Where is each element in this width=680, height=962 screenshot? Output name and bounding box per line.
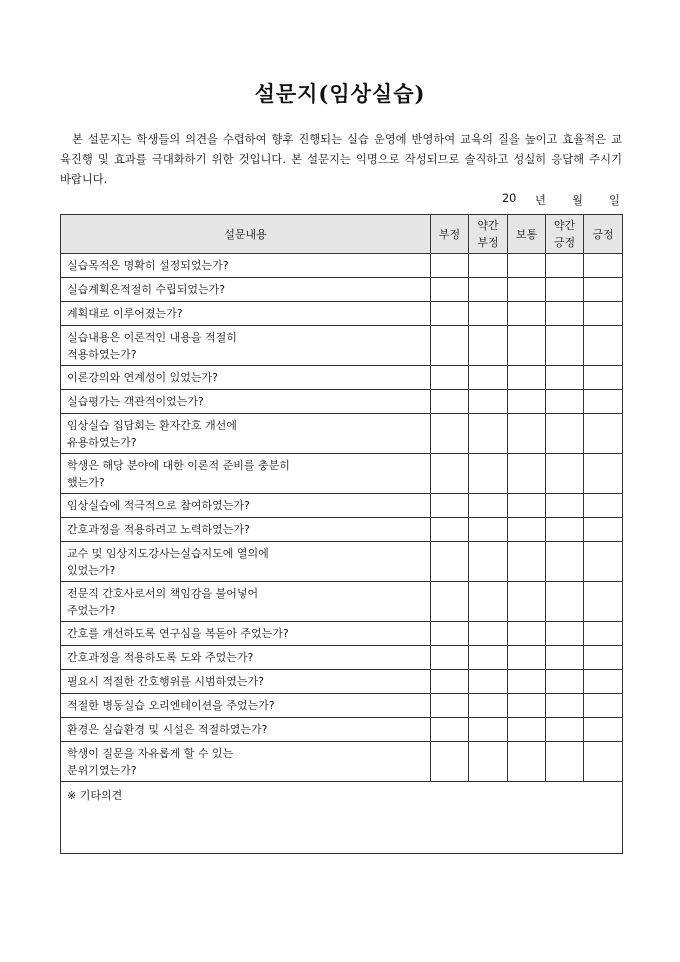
rating-cell-neutral[interactable] [508,646,546,670]
rating-cell-somewhat-positive[interactable] [546,366,584,390]
rating-cell-negative[interactable] [431,326,469,366]
question-text [61,494,431,518]
question-line: 임상실습에 적극적으로 참여하였는가? [67,499,250,512]
question-line: 이론강의와 연계성이 있었는가? [67,371,218,384]
question-line: 실습계획은적절히 수립되었는가? [67,283,226,296]
rating-cell-somewhat-positive[interactable] [546,670,584,694]
header-neutral: 보통 [508,215,546,254]
question-text [61,414,431,454]
rating-cell-positive[interactable] [584,718,623,742]
question-line: 계획대로 이루어졌는가? [67,307,183,320]
header-row [61,215,623,254]
rating-cell-somewhat-positive[interactable] [546,718,584,742]
question-text [61,670,431,694]
rating-cell-negative[interactable] [431,718,469,742]
rating-cell-somewhat-negative[interactable] [469,366,508,390]
rating-cell-somewhat-negative[interactable] [469,326,508,366]
question-text [61,390,431,414]
rating-cell-neutral[interactable] [508,414,546,454]
question-row [61,454,623,494]
question-line: 간호과정을 적용하도록 도와 주었는가? [67,651,254,664]
question-text [61,646,431,670]
rating-cell-positive[interactable] [584,742,623,782]
rating-cell-neutral[interactable] [508,326,546,366]
question-text [61,742,431,782]
question-line-continued: 했는가? [67,475,105,489]
question-text [61,582,431,622]
rating-cell-neutral[interactable] [508,518,546,542]
rating-cell-somewhat-negative[interactable] [469,670,508,694]
question-line-continued: 적용하였는가? [67,347,137,361]
rating-cell-somewhat-positive[interactable] [546,390,584,414]
comment-cell[interactable] [61,782,623,854]
question-text [61,326,431,366]
rating-cell-somewhat-negative[interactable] [469,278,508,302]
rating-cell-somewhat-positive[interactable] [546,302,584,326]
header-somewhat-negative [469,215,508,254]
rating-cell-neutral[interactable] [508,390,546,414]
rating-cell-negative[interactable] [431,254,469,278]
rating-cell-somewhat-positive[interactable] [546,414,584,454]
page-title: 설문지(임상실습) [254,81,426,106]
rating-cell-positive[interactable] [584,454,623,494]
rating-cell-neutral[interactable] [508,694,546,718]
rating-cell-neutral[interactable] [508,302,546,326]
rating-cell-negative[interactable] [431,542,469,582]
rating-cell-somewhat-positive[interactable] [546,542,584,582]
question-row [61,278,623,302]
rating-cell-positive[interactable] [584,582,623,622]
header-question: 설문내용 [61,215,431,254]
rating-cell-somewhat-negative[interactable] [469,582,508,622]
comment-label: ※ 기타의견 [67,789,123,802]
rating-cell-somewhat-negative[interactable] [469,542,508,582]
rating-cell-neutral[interactable] [508,278,546,302]
rating-cell-positive[interactable] [584,670,623,694]
rating-cell-negative[interactable] [431,278,469,302]
question-text [61,254,431,278]
rating-cell-negative[interactable] [431,454,469,494]
question-line: 임상실습 집담회는 환자간호 개선에 [67,418,237,432]
header-somewhat-positive-line2: 긍정 [553,236,576,249]
rating-cell-neutral[interactable] [508,254,546,278]
question-row [61,694,623,718]
date-year-unit: 년 [535,194,546,207]
question-row [61,366,623,390]
survey-table [60,214,623,854]
rating-cell-positive[interactable] [584,518,623,542]
question-text [61,278,431,302]
rating-cell-negative[interactable] [431,742,469,782]
header-somewhat-positive-line1: 약간 [553,219,576,232]
question-row [61,742,623,782]
question-row [61,542,623,582]
rating-cell-neutral[interactable] [508,542,546,582]
rating-cell-somewhat-positive[interactable] [546,454,584,494]
question-line: 환경은 실습환경 및 시설은 적절하였는가? [67,723,268,736]
question-row [61,414,623,454]
question-line: 학생이 질문을 자유롭게 할 수 있는 [67,746,234,760]
question-row [61,582,623,622]
rating-cell-somewhat-positive[interactable] [546,494,584,518]
question-line: 전문직 간호사로서의 책임감을 불어넣어 [67,586,259,600]
rating-cell-neutral[interactable] [508,670,546,694]
rating-cell-neutral[interactable] [508,622,546,646]
rating-cell-somewhat-negative[interactable] [469,742,508,782]
rating-cell-positive[interactable] [584,326,623,366]
rating-cell-somewhat-negative[interactable] [469,254,508,278]
rating-cell-positive[interactable] [584,542,623,582]
rating-cell-somewhat-negative[interactable] [469,414,508,454]
question-rows [61,254,623,782]
rating-cell-neutral[interactable] [508,494,546,518]
question-text [61,622,431,646]
rating-cell-negative[interactable] [431,390,469,414]
rating-cell-negative[interactable] [431,646,469,670]
rating-cell-somewhat-negative[interactable] [469,390,508,414]
rating-cell-negative[interactable] [431,582,469,622]
question-text [61,718,431,742]
rating-cell-somewhat-positive[interactable] [546,582,584,622]
date-month-unit: 월 [572,194,583,207]
rating-cell-positive[interactable] [584,366,623,390]
question-row [61,254,623,278]
rating-cell-somewhat-positive[interactable] [546,694,584,718]
question-text [61,542,431,582]
date-year: 20 [502,192,517,205]
question-text [61,694,431,718]
question-line: 실습목적은 명확히 설정되었는가? [67,259,229,272]
rating-cell-somewhat-negative[interactable] [469,494,508,518]
question-line-continued: 분위기였는가? [67,763,137,777]
question-line: 간호과정을 적용하려고 노력하였는가? [67,523,250,536]
rating-cell-negative[interactable] [431,366,469,390]
rating-cell-neutral[interactable] [508,582,546,622]
question-row [61,326,623,366]
question-row [61,670,623,694]
rating-cell-somewhat-positive[interactable] [546,646,584,670]
rating-cell-positive[interactable] [584,646,623,670]
rating-cell-negative[interactable] [431,694,469,718]
question-line-continued: 주었는가? [67,603,116,617]
rating-cell-somewhat-positive[interactable] [546,326,584,366]
question-row [61,622,623,646]
rating-cell-somewhat-negative[interactable] [469,694,508,718]
rating-cell-somewhat-positive[interactable] [546,254,584,278]
question-row [61,302,623,326]
question-line: 교수 및 임상지도강사는실습지도에 열의에 [67,546,269,560]
question-line: 실습평가는 객관적이었는가? [67,395,204,408]
rating-cell-positive[interactable] [584,494,623,518]
question-row [61,390,623,414]
rating-cell-somewhat-negative[interactable] [469,622,508,646]
rating-cell-somewhat-positive[interactable] [546,518,584,542]
question-line: 필요시 적절한 간호행위를 시범하였는가? [67,675,264,688]
rating-cell-positive[interactable] [584,622,623,646]
question-text [61,302,431,326]
rating-cell-negative[interactable] [431,622,469,646]
question-line-continued: 있었는가? [67,563,116,577]
rating-cell-positive[interactable] [584,694,623,718]
question-row [61,518,623,542]
rating-cell-somewhat-negative[interactable] [469,302,508,326]
header-negative: 부정 [431,215,469,254]
header-somewhat-negative-line1: 약간 [477,219,499,232]
question-row [61,646,623,670]
rating-cell-negative[interactable] [431,518,469,542]
question-text [61,454,431,494]
rating-cell-neutral[interactable] [508,742,546,782]
header-positive: 긍정 [584,215,623,254]
question-text [61,366,431,390]
question-line-continued: 유용하였는가? [67,435,137,449]
rating-cell-negative[interactable] [431,494,469,518]
question-line: 실습내용은 이론적인 내용을 적절히 [67,330,237,344]
rating-cell-positive[interactable] [584,390,623,414]
rating-cell-positive[interactable] [584,302,623,326]
rating-cell-somewhat-positive[interactable] [546,622,584,646]
header-somewhat-negative-line2: 부정 [477,236,499,249]
rating-cell-negative[interactable] [431,670,469,694]
question-row [61,718,623,742]
rating-cell-somewhat-negative[interactable] [469,518,508,542]
rating-cell-somewhat-positive[interactable] [546,742,584,782]
rating-cell-positive[interactable] [584,254,623,278]
intro-paragraph: 본 설문지는 학생들의 의견을 수렵하여 향후 진행되는 실습 운영에 반영하여 교육의 질을 높이고 효율적은 교육진행 및 효과를 극대화하기 위한 것입니다. 본 설문지는 익명으로 작성되므로 솔직하고 성실히 응답해 주시기 바랍니다. [60,133,622,186]
rating-cell-positive[interactable] [584,414,623,454]
rating-cell-somewhat-positive[interactable] [546,278,584,302]
rating-cell-neutral[interactable] [508,718,546,742]
rating-cell-somewhat-negative[interactable] [469,718,508,742]
rating-cell-negative[interactable] [431,414,469,454]
rating-cell-positive[interactable] [584,278,623,302]
rating-cell-somewhat-negative[interactable] [469,646,508,670]
question-row [61,494,623,518]
question-line: 간호를 개선하도록 연구심을 복돋아 주었는가? [67,627,289,640]
question-line: 적절한 병동실습 오리엔테이션을 주었는가? [67,699,275,712]
rating-cell-neutral[interactable] [508,366,546,390]
header-somewhat-positive [546,215,584,254]
rating-cell-neutral[interactable] [508,454,546,494]
question-line: 학생은 해당 분야에 대한 이론적 준비를 충분히 [67,458,290,472]
date-day-unit: 일 [609,194,620,207]
question-text [61,518,431,542]
rating-cell-somewhat-negative[interactable] [469,454,508,494]
comment-row [61,782,623,854]
rating-cell-negative[interactable] [431,302,469,326]
